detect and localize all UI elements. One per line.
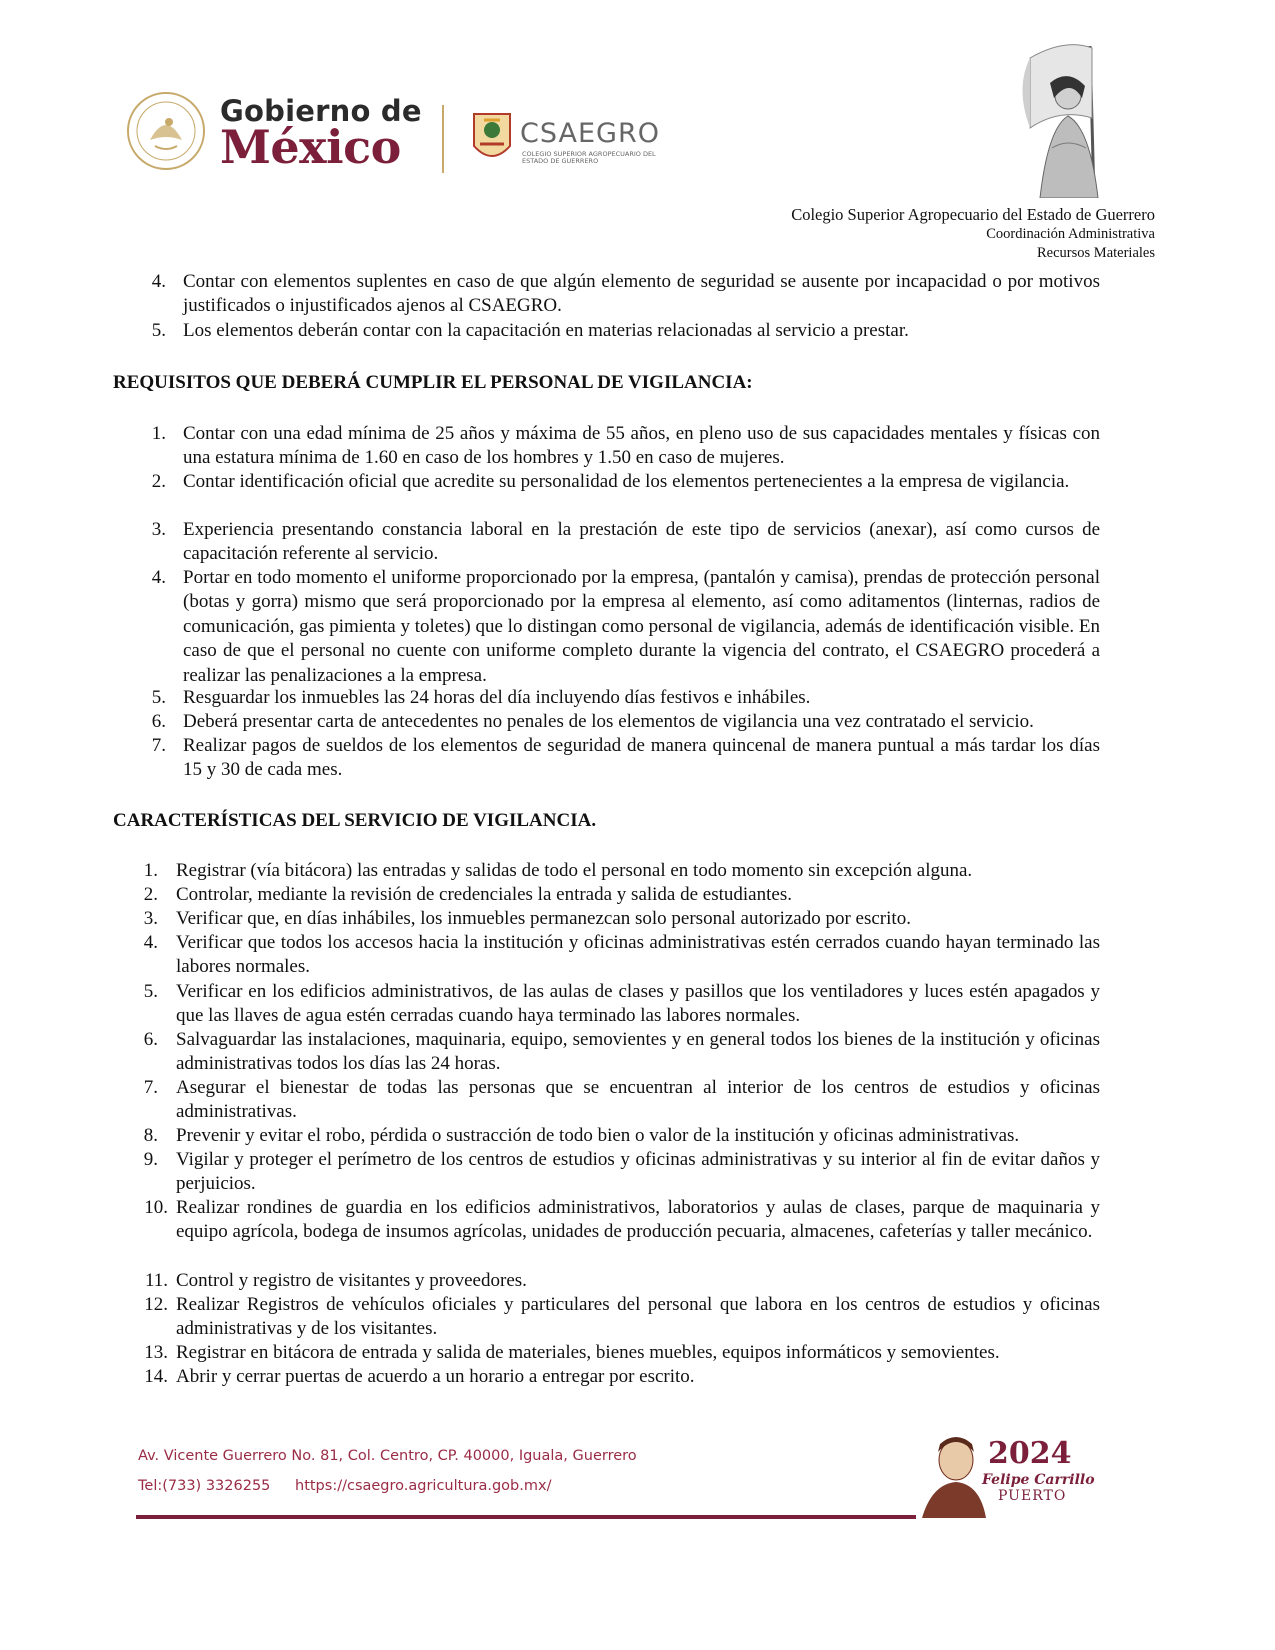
gobierno-de-mexico-logo xyxy=(125,90,425,180)
institution-name: Colegio Superior Agropecuario del Estado de Guerrero xyxy=(791,205,1155,224)
csaegro-subtitle: COLEGIO SUPERIOR AGROPECUARIO DEL ESTADO DE GUERRERO xyxy=(522,150,656,165)
item-text: Realizar rondines de guardia en los edificios administrativos, laboratorios y aulas de clases, parque de maquinaria y equipo agrícola, bodega de insumos agrícolas, unidades de producción pecuaria, almacenes, cafeterías y taller mecánico. xyxy=(176,1197,1100,1243)
item-text: Asegurar el bienestar de todas las personas que se encuentran al interior de los centros de estudios y oficinas administrativas. xyxy=(176,1077,1100,1123)
item-text: Contar con elementos suplentes en caso de que algún elemento de seguridad se ausente por incapacidad o por motivos justificados o injustificados ajenos al CSAEGRO. xyxy=(183,271,1100,317)
item-number: 5. xyxy=(151,320,166,341)
item-number: 1. xyxy=(151,423,166,444)
portrait-icon xyxy=(918,1432,988,1518)
felipe-carrillo-puerto-2024-badge xyxy=(918,1432,1118,1522)
item-number: 1. xyxy=(143,860,158,881)
item-text: Resguardar los inmuebles las 24 horas del día incluyendo días festivos e inhábiles. xyxy=(183,687,811,708)
item-number: 10. xyxy=(144,1197,168,1218)
item-number: 12. xyxy=(144,1294,168,1315)
item-number: 13. xyxy=(144,1342,168,1363)
item-number: 9. xyxy=(143,1149,158,1170)
item-text: Prevenir y evitar el robo, pérdida o sustracción de todo bien o valor de la institución y oficinas administrativas. xyxy=(176,1125,1020,1146)
woman-with-flag-illustration xyxy=(990,38,1160,198)
csaegro-logo xyxy=(470,108,680,173)
item-number: 6. xyxy=(151,711,166,732)
item-number: 4. xyxy=(143,932,158,953)
csaegro-wordmark: CSAEGRO xyxy=(520,118,660,149)
item-text: Contar identificación oficial que acredite su personalidad de los elementos pertenecientes a la empresa de vigilancia. xyxy=(183,471,1070,492)
item-number: 11. xyxy=(144,1270,168,1291)
item-number: 4. xyxy=(151,271,166,292)
footer-phone: Tel:(733) 3326255 xyxy=(138,1478,271,1494)
item-text: Controlar, mediante la revisión de credenciales la entrada y salida de estudiantes. xyxy=(176,884,792,905)
footer-address: Av. Vicente Guerrero No. 81, Col. Centro, CP. 40000, Iguala, Guerrero xyxy=(138,1448,637,1464)
footer-website-link[interactable]: https://csaegro.agricultura.gob.mx/ xyxy=(295,1478,552,1494)
item-text: Registrar en bitácora de entrada y salida de materiales, bienes muebles, equipos informáticos y semovientes. xyxy=(176,1342,1000,1363)
item-text: Control y registro de visitantes y proveedores. xyxy=(176,1270,527,1291)
national-seal-icon xyxy=(125,90,207,172)
item-number: 7. xyxy=(143,1077,158,1098)
item-number: 2. xyxy=(151,471,166,492)
item-number: 5. xyxy=(151,687,166,708)
department-name: Coordinación Administrativa xyxy=(986,226,1155,242)
item-number: 5. xyxy=(143,981,158,1002)
item-number: 7. xyxy=(151,735,166,756)
badge-year: 2024 xyxy=(988,1436,1072,1471)
section-heading-caracteristicas: CARACTERÍSTICAS DEL SERVICIO DE VIGILANCIA. xyxy=(113,810,597,831)
gobierno-text: Gobierno de xyxy=(220,94,422,128)
item-text: Salvaguardar las instalaciones, maquinaria, equipo, semovientes y en general todos los bienes de la institución y oficinas administrativas todos los días las 24 horas. xyxy=(176,1029,1100,1075)
item-text: Deberá presentar carta de antecedentes no penales de los elementos de vigilancia una vez contratado el servicio. xyxy=(183,711,1034,732)
csaegro-emblem-icon xyxy=(470,108,514,168)
item-text: Contar con una edad mínima de 25 años y máxima de 55 años, en pleno uso de sus capacidades mentales y físicas con una estatura mínima de 1.60 en caso de los hombres y 1.50 en caso de mujeres. xyxy=(183,423,1100,469)
item-text: Portar en todo momento el uniforme proporcionado por la empresa, (pantalón y camisa), prendas de protección personal (botas y gorra) mismo que será proporcionado por la empresa al elemento, así como aditamentos (linternas, radios de comunicación, gas pimienta y toletes) que lo distingan como personal de vigilancia, además de identificación visible. En caso de que el personal no cuente con uniforme completo durante la vigencia del contrato, el CSAEGRO procederá a realizar las penalizaciones a la empresa. xyxy=(183,567,1100,686)
mexico-text: México xyxy=(220,120,401,174)
badge-name-line2: PUERTO xyxy=(998,1488,1067,1504)
item-text: Los elementos deberán contar con la capacitación en materias relacionadas al servicio a prestar. xyxy=(183,320,909,341)
item-text: Vigilar y proteger el perímetro de los centros de estudios y oficinas administrativas y su interior al fin de evitar daños y perjuicios. xyxy=(176,1149,1100,1195)
footer-rule xyxy=(136,1515,916,1519)
item-number: 6. xyxy=(143,1029,158,1050)
header-divider xyxy=(442,105,444,173)
item-text: Experiencia presentando constancia laboral en la prestación de este tipo de servicios (anexar), así como cursos de capacitación referente al servicio. xyxy=(183,519,1100,565)
item-text: Verificar que, en días inhábiles, los inmuebles permanezcan solo personal autorizado por escrito. xyxy=(176,908,911,929)
item-text: Registrar (vía bitácora) las entradas y salidas de todo el personal en todo momento sin excepción alguna. xyxy=(176,860,973,881)
item-number: 4. xyxy=(151,567,166,588)
item-text: Realizar Registros de vehículos oficiales y particulares del personal que labora en los centros de estudios y oficinas administrativas y de los visitantes. xyxy=(176,1294,1100,1340)
item-number: 8. xyxy=(143,1125,158,1146)
item-number: 2. xyxy=(143,884,158,905)
area-name: Recursos Materiales xyxy=(1037,245,1155,261)
badge-name-line1: Felipe Carrillo xyxy=(982,1472,1095,1488)
item-number: 14. xyxy=(144,1366,168,1387)
item-text: Realizar pagos de sueldos de los elementos de seguridad de manera quincenal de manera puntual a más tardar los días 15 y 30 de cada mes. xyxy=(183,735,1100,781)
item-text: Verificar en los edificios administrativos, de las aulas de clases y pasillos que los ventiladores y luces estén apagados y que las llaves de agua estén cerradas cuando haya terminado las labores normales. xyxy=(176,981,1100,1027)
item-text: Verificar que todos los accesos hacia la institución y oficinas administrativas estén cerrados cuando hayan terminado las labores normales. xyxy=(176,932,1100,978)
item-number: 3. xyxy=(151,519,166,540)
section-heading-requisitos: REQUISITOS QUE DEBERÁ CUMPLIR EL PERSONAL DE VIGILANCIA: xyxy=(113,372,753,393)
item-number: 3. xyxy=(143,908,158,929)
item-text: Abrir y cerrar puertas de acuerdo a un horario a entregar por escrito. xyxy=(176,1366,695,1387)
